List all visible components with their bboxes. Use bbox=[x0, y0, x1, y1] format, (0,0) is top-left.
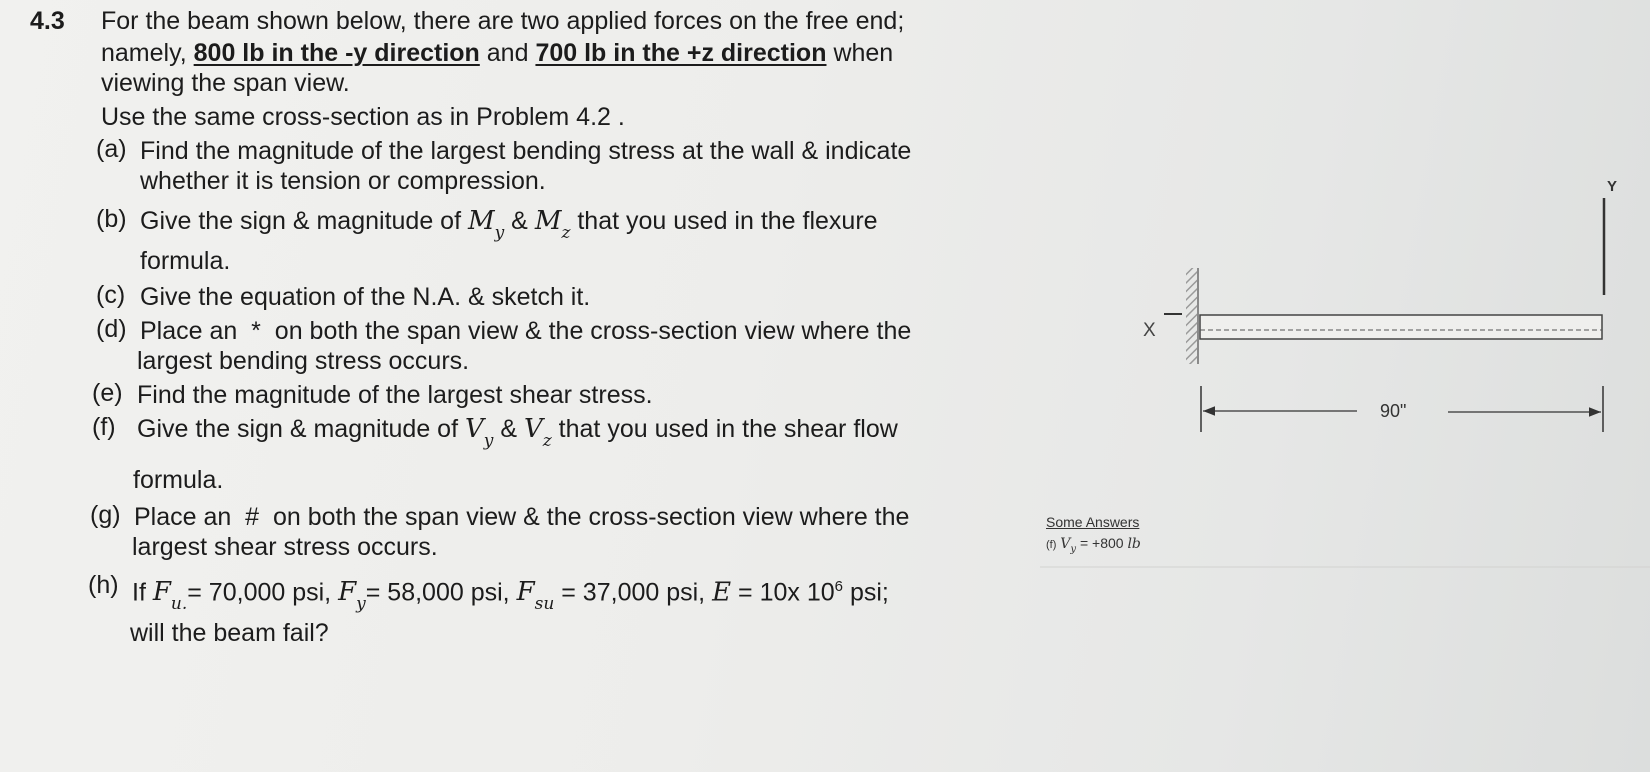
x-axis-label: X bbox=[1143, 320, 1156, 341]
y-axis-label: Y bbox=[1607, 178, 1618, 195]
problem-line-2-pre: namely, bbox=[101, 39, 187, 67]
part-b-pre: Give the sign & magnitude of bbox=[140, 207, 462, 235]
shear-vy: $V_y$ bbox=[464, 414, 494, 451]
part-a-line-2: whether it is tension or compression. bbox=[140, 167, 546, 195]
fsu-symbol: $F_{su}$ bbox=[516, 577, 555, 615]
force-y-highlight: 800 lb in the -y direction bbox=[193, 39, 480, 67]
problem-number: 4.3 bbox=[30, 7, 65, 35]
part-g-label: (g) bbox=[90, 501, 121, 529]
fsu-value: = 37,000 psi, bbox=[561, 578, 706, 607]
answer-f bbox=[1046, 535, 1141, 555]
moment-my: $M_y$ bbox=[467, 206, 505, 243]
part-b-line-2: formula. bbox=[140, 247, 231, 275]
part-d-line-2: largest bending stress occurs. bbox=[137, 347, 470, 375]
problem-line-2-post: when bbox=[833, 39, 894, 67]
answer-f-label: (f) bbox=[1046, 539, 1057, 551]
answer-f-unit: lb bbox=[1127, 536, 1141, 552]
problem-line-2-mid: and bbox=[486, 39, 529, 67]
fu-symbol: $F_{u.}$ bbox=[152, 577, 188, 615]
part-a-line-1: Find the magnitude of the largest bending stress at the wall & indicate bbox=[140, 137, 912, 165]
part-b-post: that you used in the flexure bbox=[577, 207, 878, 235]
part-e-label: (e) bbox=[92, 379, 123, 407]
part-d-label: (d) bbox=[96, 315, 127, 343]
problem-line-4: Use the same cross-section as in Problem 4.2 . bbox=[101, 103, 625, 131]
part-c-line-1: Give the equation of the N.A. & sketch it. bbox=[140, 283, 591, 311]
problem-line-1: For the beam shown below, there are two applied forces on the free end; bbox=[101, 7, 905, 35]
shear-vz: $V_z$ bbox=[523, 414, 552, 451]
part-f-post: that you used in the shear flow bbox=[558, 415, 898, 443]
e-value: = 10x 10 bbox=[738, 578, 835, 607]
answer-f-value: = +800 bbox=[1079, 535, 1124, 551]
part-f-amp: & bbox=[500, 415, 518, 443]
part-f-pre: Give the sign & magnitude of bbox=[137, 415, 459, 443]
part-d-line-1: Place an * on both the span view & the cross-section view where the bbox=[140, 317, 912, 345]
problem-line-3: viewing the span view. bbox=[101, 69, 350, 97]
part-b-label: (b) bbox=[96, 205, 127, 233]
part-h-line-2: will the beam fail? bbox=[130, 619, 329, 647]
fy-value: = 58,000 psi, bbox=[365, 578, 510, 607]
e-exponent: 6 bbox=[834, 578, 843, 595]
e-unit: psi; bbox=[849, 578, 889, 607]
moment-mz: $M_z$ bbox=[534, 206, 571, 243]
answers-title: Some Answers bbox=[1046, 514, 1140, 530]
part-e-line-1: Find the magnitude of the largest shear stress. bbox=[137, 381, 653, 409]
wall-hatch bbox=[1186, 268, 1198, 364]
fu-value: = 70,000 psi, bbox=[187, 578, 332, 607]
fy-symbol: $F_y$ bbox=[338, 577, 366, 615]
e-symbol: E bbox=[712, 577, 732, 608]
beam-span bbox=[1200, 315, 1602, 339]
part-h-label: (h) bbox=[88, 571, 119, 599]
part-c-label: (c) bbox=[96, 281, 126, 309]
part-g-line-2: largest shear stress occurs. bbox=[132, 533, 438, 561]
answer-f-symbol: $V_y$ bbox=[1060, 536, 1077, 555]
part-f-label: (f) bbox=[92, 413, 116, 441]
part-h-if: If bbox=[132, 578, 146, 607]
part-b-amp: & bbox=[511, 207, 528, 235]
part-f-line-2: formula. bbox=[133, 466, 224, 494]
part-g-line-1: Place an # on both the span view & the cross-section view where the bbox=[134, 503, 910, 531]
span-length-label: 90" bbox=[1380, 401, 1407, 421]
force-z-highlight: 700 lb in the +z direction bbox=[535, 39, 827, 67]
part-a-label: (a) bbox=[96, 135, 127, 163]
